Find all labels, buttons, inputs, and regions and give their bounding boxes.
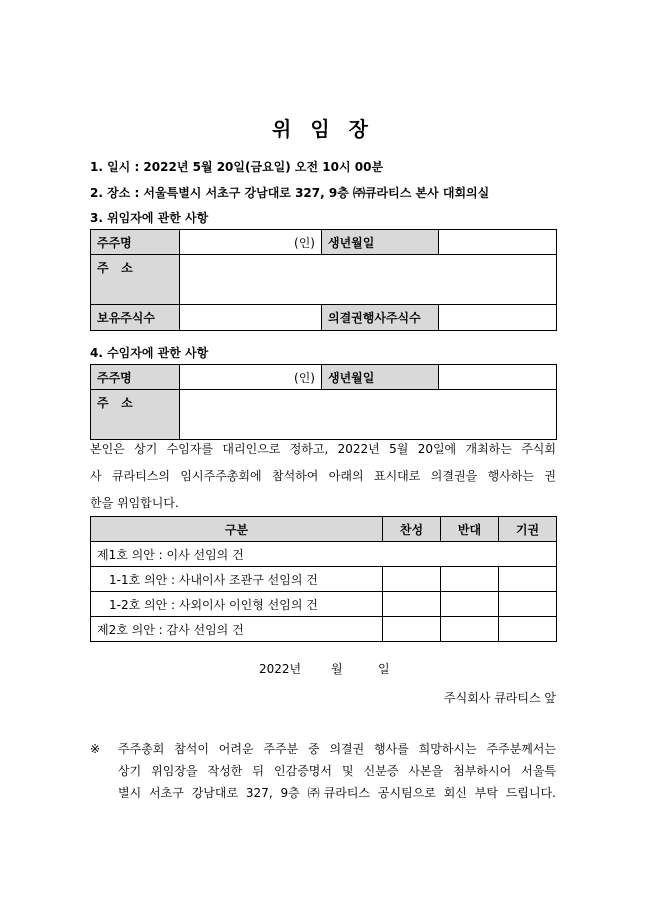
delegator-shares-field[interactable]: [180, 305, 322, 331]
statement-line: 사 큐라티스의 임시주주총회에 참석하여 아래의 표시대로 의결권을 행사하는 권: [90, 469, 556, 483]
approve-cell[interactable]: [383, 617, 441, 642]
proxy-birth-label: 생년월일: [322, 365, 439, 390]
seal-mark: (인): [294, 370, 315, 385]
delegator-address-field[interactable]: [180, 255, 557, 305]
header-abstain: 기권: [499, 517, 557, 542]
abstain-cell[interactable]: [499, 567, 557, 592]
delegator-heading: 3. 위임자에 관한 사항: [90, 211, 209, 225]
delegator-shares-label: 보유주식수: [91, 305, 180, 331]
table-row: [91, 567, 557, 592]
document-title: 위 임 장: [272, 117, 374, 141]
proxy-birth-field[interactable]: [439, 365, 557, 390]
proxy-heading: 4. 수임자에 관한 사항: [90, 346, 209, 360]
oppose-cell[interactable]: [441, 617, 499, 642]
agenda-item-2: 제2호 의안 : 감사 선임의 건: [91, 617, 383, 642]
abstain-cell[interactable]: [499, 617, 557, 642]
statement-line: 본인은 상기 수임자를 대리인으로 정하고, 2022년 5월 20일에 개최하는 주식회: [90, 442, 556, 456]
proxy-table: [90, 364, 557, 440]
signature-month: 월: [331, 662, 343, 676]
statement-line: 한을 위임합니다.: [90, 496, 179, 510]
seal-mark: (인): [294, 235, 315, 250]
delegator-birth-label: 생년월일: [322, 230, 439, 255]
meeting-date-line: 1. 일시 : 2022년 5월 20일(금요일) 오전 10시 00분: [90, 160, 384, 174]
footnote: [90, 738, 556, 804]
delegator-name-label: 주주명: [91, 230, 180, 255]
footnote-line: 주주총회 참석이 어려운 주주분 중 의결권 행사를 희망하시는 주주분께서는: [118, 742, 556, 756]
delegator-address-label: 주 소: [91, 255, 180, 305]
oppose-cell[interactable]: [441, 592, 499, 617]
header-category: 구분: [91, 517, 383, 542]
header-approve: 찬성: [383, 517, 441, 542]
proxy-name-field[interactable]: [180, 365, 322, 390]
footnote-line: 별시 서초구 강남대로 327, 9층 ㈜큐라티스 공시팀으로 회신 부탁 드립니다.: [118, 786, 556, 800]
table-row: [91, 617, 557, 642]
agenda-item-1: 제1호 의안 : 이사 선임의 건: [91, 542, 557, 567]
approve-cell[interactable]: [383, 567, 441, 592]
header-oppose: 반대: [441, 517, 499, 542]
signature-year: 2022년: [259, 662, 302, 676]
table-row: [91, 592, 557, 617]
meeting-place-line: 2. 장소 : 서울특별시 서초구 강남대로 327, 9층 ㈜큐라티스 본사 대회의실: [90, 186, 490, 200]
footnote-line: 상기 위임장을 작성한 뒤 인감증명서 및 신분증 사본을 첨부하시어 서울특: [118, 764, 556, 778]
proxy-address-field[interactable]: [180, 390, 557, 440]
delegator-voting-shares-label: 의결권행사주식수: [322, 305, 439, 331]
delegator-birth-field[interactable]: [439, 230, 557, 255]
delegator-name-field[interactable]: [180, 230, 322, 255]
delegation-statement: [90, 436, 556, 517]
delegator-voting-shares-field[interactable]: [439, 305, 557, 331]
approve-cell[interactable]: [383, 592, 441, 617]
signature-day: 일: [378, 662, 390, 676]
abstain-cell[interactable]: [499, 592, 557, 617]
addressee: 주식회사 큐라티스 앞: [444, 691, 556, 705]
agenda-item-1-2: 1-2호 의안 : 사외이사 이인형 선임의 건: [91, 592, 383, 617]
proxy-name-label: 주주명: [91, 365, 180, 390]
proxy-address-label: 주 소: [91, 390, 180, 440]
vote-table: [90, 516, 557, 642]
agenda-item-1-1: 1-1호 의안 : 사내이사 조관구 선임의 건: [91, 567, 383, 592]
delegator-table: [90, 229, 557, 331]
reference-mark: ※: [90, 742, 101, 756]
oppose-cell[interactable]: [441, 567, 499, 592]
table-row: [91, 542, 557, 567]
